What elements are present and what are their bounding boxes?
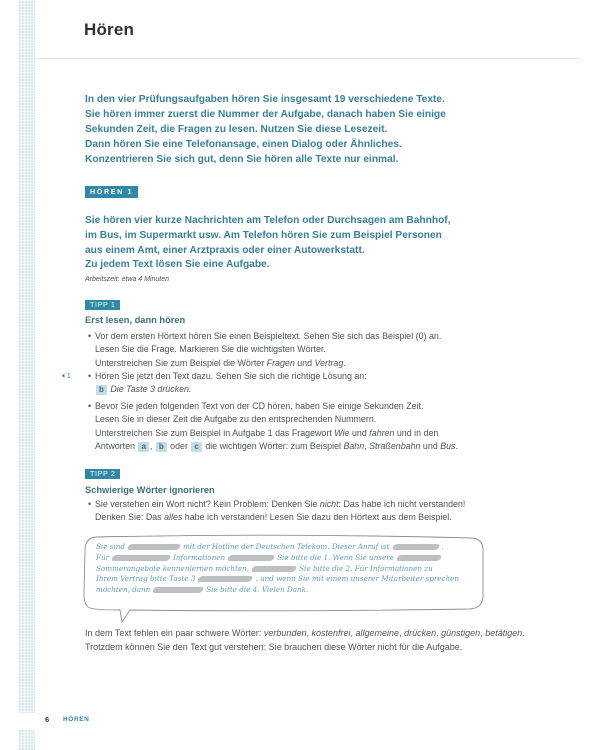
intro-line: Sie hören immer zuerst die Nummer der Aufgabe, danach haben Sie einige [85, 109, 446, 120]
tip-badge-2: TIPP 2 [85, 469, 120, 479]
audio-track-marker[interactable] [62, 371, 71, 381]
speaker-icon: 🔈︎ [62, 371, 67, 380]
bullet-icon: • [88, 401, 92, 411]
margin-stripe [18, 0, 35, 750]
answer-text: Die Taste 3 drücken. [110, 384, 192, 395]
audio-track-number: 1 [66, 373, 71, 380]
intro-line: In den vier Prüfungsaufgaben hören Sie insgesamt 19 verschiedene Texte. [85, 94, 445, 105]
blank-gap [391, 544, 440, 550]
letter-box-b: b [156, 442, 167, 452]
tip-2-bullet-1: • Sie verstehen ein Wort nicht? Kein Problem: Denken Sie nicht: Das habe ich nicht verstanden! Denken Sie: Das alles habe ich verstanden! Lesen Sie dazu den Hörtext aus dem Beispiel. [88, 499, 466, 523]
task-line: im Bus, im Supermarkt usw. Am Telefon hören Sie zum Beispiel Personen [85, 229, 442, 241]
speech-bubble-text: Sie sind mit der Hotline der Deutschen Telekom. Dieser Anruf ist . Für Informationen Sie bitte die 1. Wenn Sie unsere Sommerangebote kennenlernen möchten, Sie bitte die 2. Für Informationen zu Ihrem Vertrag bitte Taste 3 , und wenn Sie mit einem unserer Mitarbeiter sprechen möchten, dann Sie bitte die 4. Vielen Dank. [96, 542, 460, 595]
page-number: 6 [45, 715, 50, 724]
intro-line: Sekunden Zeit, die Fragen zu lesen. Nutzen Sie diese Lesezeit. [85, 124, 388, 135]
tip-1-bullet-3: • Bevor Sie jeden folgenden Text von der CD hören, haben Sie einige Sekunden Zeit. Lesen Sie in dieser Zeit die Aufgabe zu den entsprechenden Nummern. Unterstreichen Sie zum Beispiel in Aufgabe 1 das Fragewort Wie und fahren und in den Antworten a , b oder c die wichtigen Wörter: zum Beispiel Bahn, Straßenbahn und Bus. [88, 401, 458, 451]
footer-section-label: HÖREN [63, 716, 90, 723]
conclusion-paragraph: In dem Text fehlen ein paar schwere Wörter: verbunden, kostenfrei, allgemeine, drücken, günstigen, betätigen. Trotzdem können Sie den Text gut verstehen: Sie brauchen diese Wörter nicht für die Aufgabe. [85, 628, 525, 652]
task-line: Sie hören vier kurze Nachrichten am Telefon oder Durchsagen am Bahnhof, [85, 215, 451, 226]
tip-1-bullet-1: • Vor dem ersten Hörtext hören Sie einen Beispieltext. Sehen Sie sich das Beispiel (0) an. Lesen Sie die Frage. Markieren Sie die wichtigsten Wörter. Unterstreichen Sie zum Beispiel die Wörter Fragen und Vertrag. [88, 331, 442, 368]
worktime-note: Arbeitszeit: etwa 4 Minuten [85, 276, 170, 283]
intro-line: Konzentrieren Sie sich gut, denn Sie hören alle Texte nur einmal. [85, 154, 399, 165]
header-divider [35, 58, 580, 59]
tip-2-heading: Schwierige Wörter ignorieren [85, 485, 215, 495]
blank-gap [396, 555, 443, 561]
letter-box-a: a [138, 442, 148, 452]
blank-gap [227, 555, 276, 561]
bullet-icon: • [88, 331, 92, 341]
margin-stripe-gap [18, 713, 35, 730]
task-line: aus einem Amt, einer Arztpraxis oder einer Autowerkstatt. [85, 244, 365, 256]
bullet-icon: • [88, 371, 92, 381]
tip-1-heading: Erst lesen, dann hören [85, 315, 186, 325]
blank-gap [111, 555, 172, 561]
tip-1-bullet-2: • Hören Sie jetzt den Text dazu. Sehen Sie sich die richtige Lösung an: b Die Taste 3 drücken. [88, 371, 367, 395]
blank-gap [127, 544, 182, 550]
blank-gap [197, 576, 254, 582]
blank-gap [152, 587, 205, 593]
bullet-icon: • [88, 499, 92, 509]
page-title: Hören [84, 20, 135, 39]
tip-badge-1: TIPP 1 [85, 300, 120, 310]
blank-gap [251, 566, 298, 572]
intro-paragraph [85, 92, 525, 167]
intro-line: Dann hören Sie eine Telefonansage, einen Dialog oder Ähnliches. [85, 139, 402, 150]
answer-letter-box: b [96, 385, 107, 395]
section-badge-hoeren-1: HÖREN 1 [85, 186, 138, 198]
letter-box-c: c [191, 442, 201, 452]
task-description [85, 214, 525, 273]
task-line: Zu jedem Text lösen Sie eine Aufgabe. [85, 259, 270, 271]
